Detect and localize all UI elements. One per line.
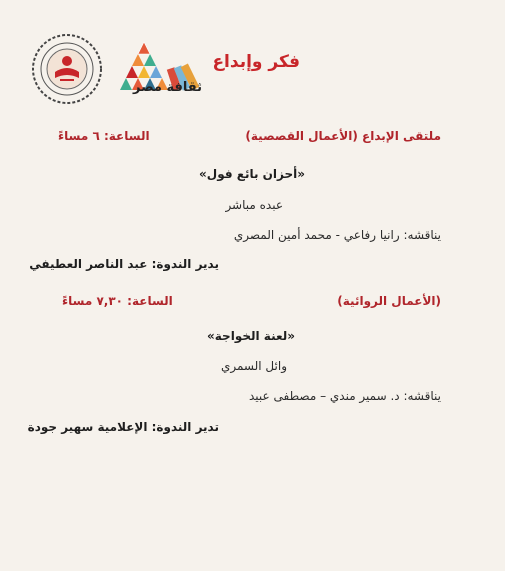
book-fair-seal-icon [30,32,104,106]
brand-title: فكر وإبداع [212,52,300,72]
session2-moderator: تدير الندوة: الإعلامية سهير جودة [27,420,219,434]
session1-author: عبده مباشر [225,198,283,212]
session1-time: الساعة: ٦ مساءً [58,129,150,143]
session2-author: وائل السمري [220,359,287,373]
session1-moderator: يدير الندوة: عبد الناصر العطيفي [29,257,219,271]
session1-discussants: يناقشه: رانيا رفاعي - محمد أمين المصري [233,228,441,242]
session2-work-title: «لعنة الخواجة» [207,329,295,343]
session2-discussants: يناقشه: د. سمير مندي – مصطفى عبيد [248,389,441,403]
session2-time: الساعة: ٧,٣٠ مساءً [62,294,173,308]
session1-heading: ملتقى الإبداع (الأعمال القصصية) [245,129,441,143]
session2-heading: (الأعمال الروائية) [337,294,441,308]
session1-work-title: «أحزان بائع فول» [199,167,305,181]
brand-subtitle: ثقافة مصر [133,80,202,95]
header-logos [30,28,300,108]
